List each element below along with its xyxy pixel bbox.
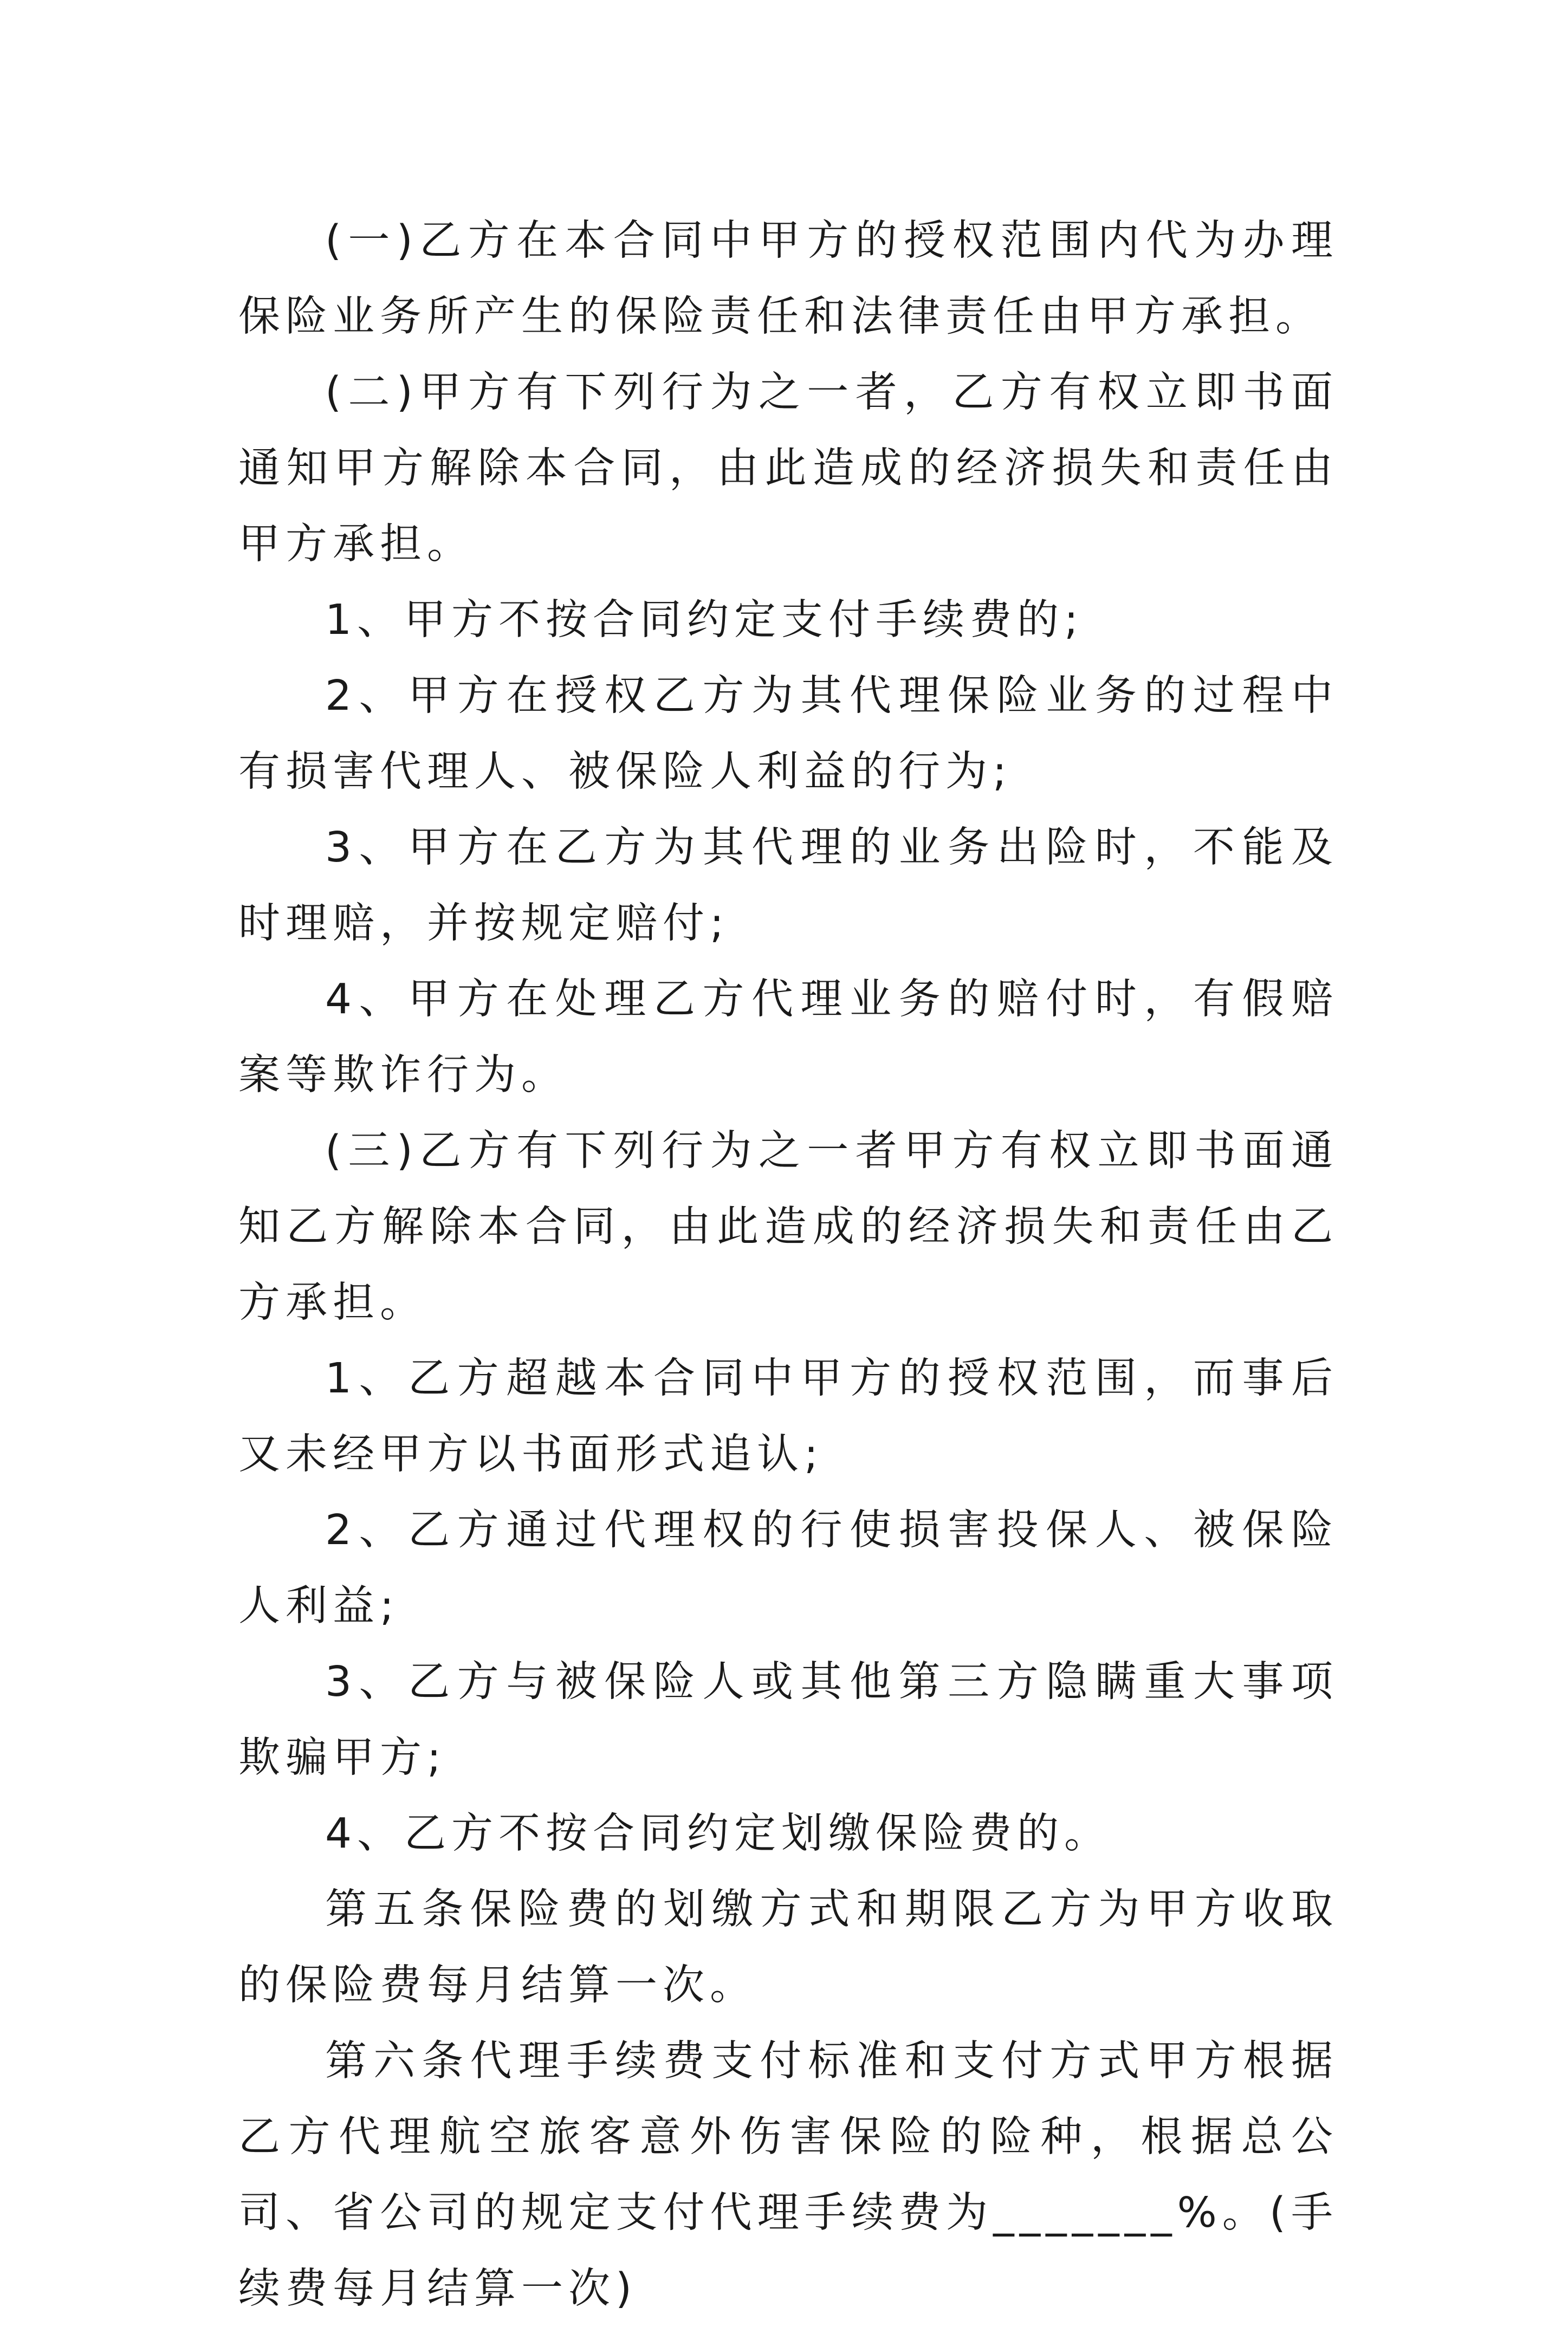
document-body (238, 203, 1338, 2327)
paragraph-item-3-3: 3、乙方与被保险人或其他第三方隐瞒重大事项欺骗甲方; (238, 1658, 1338, 1782)
paragraph-article-6: 第六条代理手续费支付标准和支付方式甲方根据乙方代理航空旅客意外伤害保险的险种，根据总公司、省公司的规定支付代理手续费为_______%。(手续费每月结算一次) (238, 2037, 1338, 2313)
paragraph-clause-3: (三)乙方有下列行为之一者甲方有权立即书面通知乙方解除本合同，由此造成的经济损失和责任由乙方承担。 (238, 1127, 1338, 1327)
paragraph-item-3-1: 1、乙方超越本合同中甲方的授权范围，而事后又未经甲方以书面形式追认; (238, 1354, 1338, 1479)
paragraph-item-3-4: 4、乙方不按合同约定划缴保险费的。 (325, 1810, 1111, 1858)
paragraph-clause-2: (二)甲方有下列行为之一者，乙方有权立即书面通知甲方解除本合同，由此造成的经济损失和责任由甲方承担。 (238, 368, 1338, 568)
paragraph-item-3-2: 2、乙方通过代理权的行使损害投保人、被保险人利益; (238, 1506, 1338, 1630)
paragraph-clause-1: (一)乙方在本合同中甲方的授权范围内代为办理保险业务所产生的保险责任和法律责任由甲方承担。 (238, 217, 1338, 341)
paragraph-article-5: 第五条保险费的划缴方式和期限乙方为甲方收取的保险费每月结算一次。 (238, 1885, 1338, 2010)
paragraph-item-2-1: 1、甲方不按合同约定支付手续费的; (325, 596, 1084, 644)
paragraph-item-2-4: 4、甲方在处理乙方代理业务的赔付时，有假赔案等欺诈行为。 (238, 975, 1338, 1099)
paragraph-item-2-3: 3、甲方在乙方为其代理的业务出险时，不能及时理赔，并按规定赔付; (238, 824, 1338, 948)
paragraph-item-2-2: 2、甲方在授权乙方为其代理保险业务的过程中有损害代理人、被保险人利益的行为; (238, 672, 1338, 796)
